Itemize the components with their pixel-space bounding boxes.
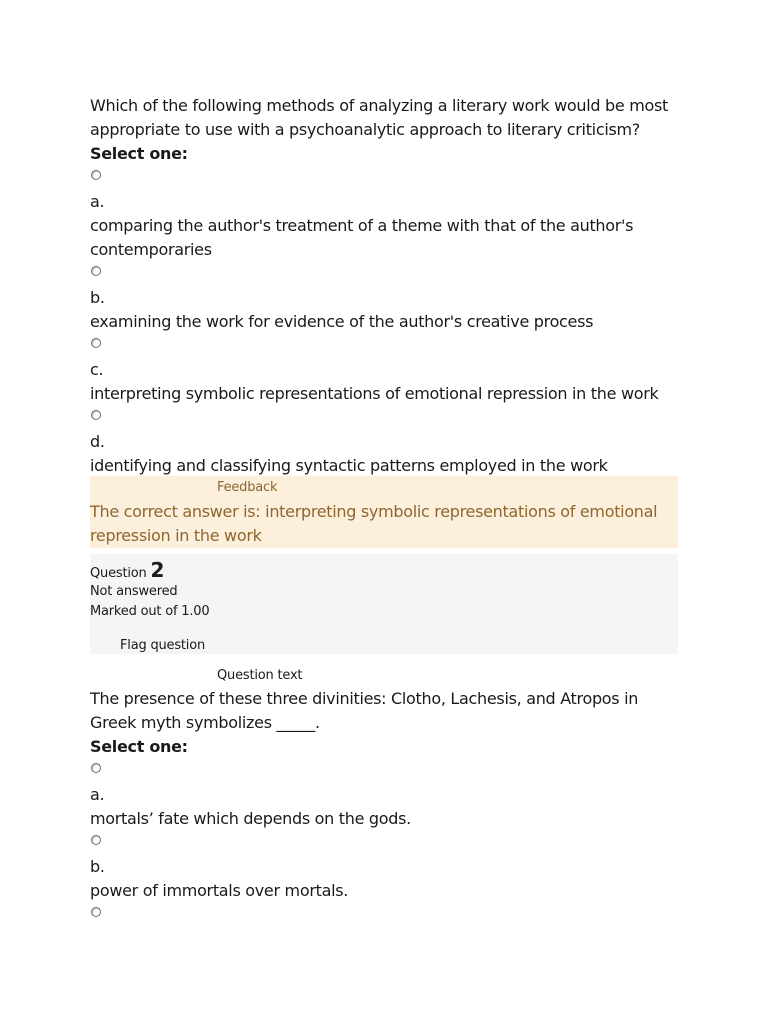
q2-option-b-text: power of immortals over mortals. <box>90 881 349 900</box>
option-a-radio[interactable] <box>91 170 101 180</box>
feedback-text: The correct answer is: interpreting symbolic representations of emotional repression in the work <box>90 502 658 545</box>
option-c-letter: c. <box>90 360 104 379</box>
q2-option-a-letter: a. <box>90 785 105 804</box>
question-2-status: Not answered <box>90 584 178 599</box>
option-a-text: comparing the author's treatment of a theme with that of the author's contemporaries <box>90 216 634 259</box>
option-b-letter: b. <box>90 288 105 307</box>
option-a-letter: a. <box>90 192 105 211</box>
question-2-select-label: Select one: <box>90 737 188 756</box>
flag-question-link[interactable]: Flag question <box>120 638 206 653</box>
q2-option-b-radio[interactable] <box>91 835 101 845</box>
option-d-text: identifying and classifying syntactic patterns employed in the work <box>90 456 608 475</box>
option-b-radio[interactable] <box>91 266 101 276</box>
question-1-text: Which of the following methods of analyzing a literary work would be most appropriate to use with a psychoanalytic approach to literary criticism? <box>90 96 668 139</box>
feedback-box <box>90 476 678 548</box>
question-1-select-label: Select one: <box>90 144 188 163</box>
question-number: 2 <box>150 558 165 582</box>
question-2-heading <box>90 560 164 584</box>
question-label: Question <box>90 566 147 581</box>
question-2-text-heading: Question text <box>217 668 303 683</box>
option-d-letter: d. <box>90 432 105 451</box>
option-c-text: interpreting symbolic representations of emotional repression in the work <box>90 384 659 403</box>
option-d-radio[interactable] <box>91 410 101 420</box>
q2-option-a-radio[interactable] <box>91 763 101 773</box>
question-2-text: The presence of these three divinities: Clotho, Lachesis, and Atropos in Greek myth symbolizes _____. <box>90 689 639 732</box>
feedback-title: Feedback <box>217 480 278 495</box>
option-b-text: examining the work for evidence of the author's creative process <box>90 312 594 331</box>
question-2-marks: Marked out of 1.00 <box>90 604 210 619</box>
q2-option-b-letter: b. <box>90 857 105 876</box>
q2-option-a-text: mortals’ fate which depends on the gods. <box>90 809 411 828</box>
question-2-info <box>90 554 678 654</box>
option-c-radio[interactable] <box>91 338 101 348</box>
q2-option-c-radio[interactable] <box>91 907 101 917</box>
